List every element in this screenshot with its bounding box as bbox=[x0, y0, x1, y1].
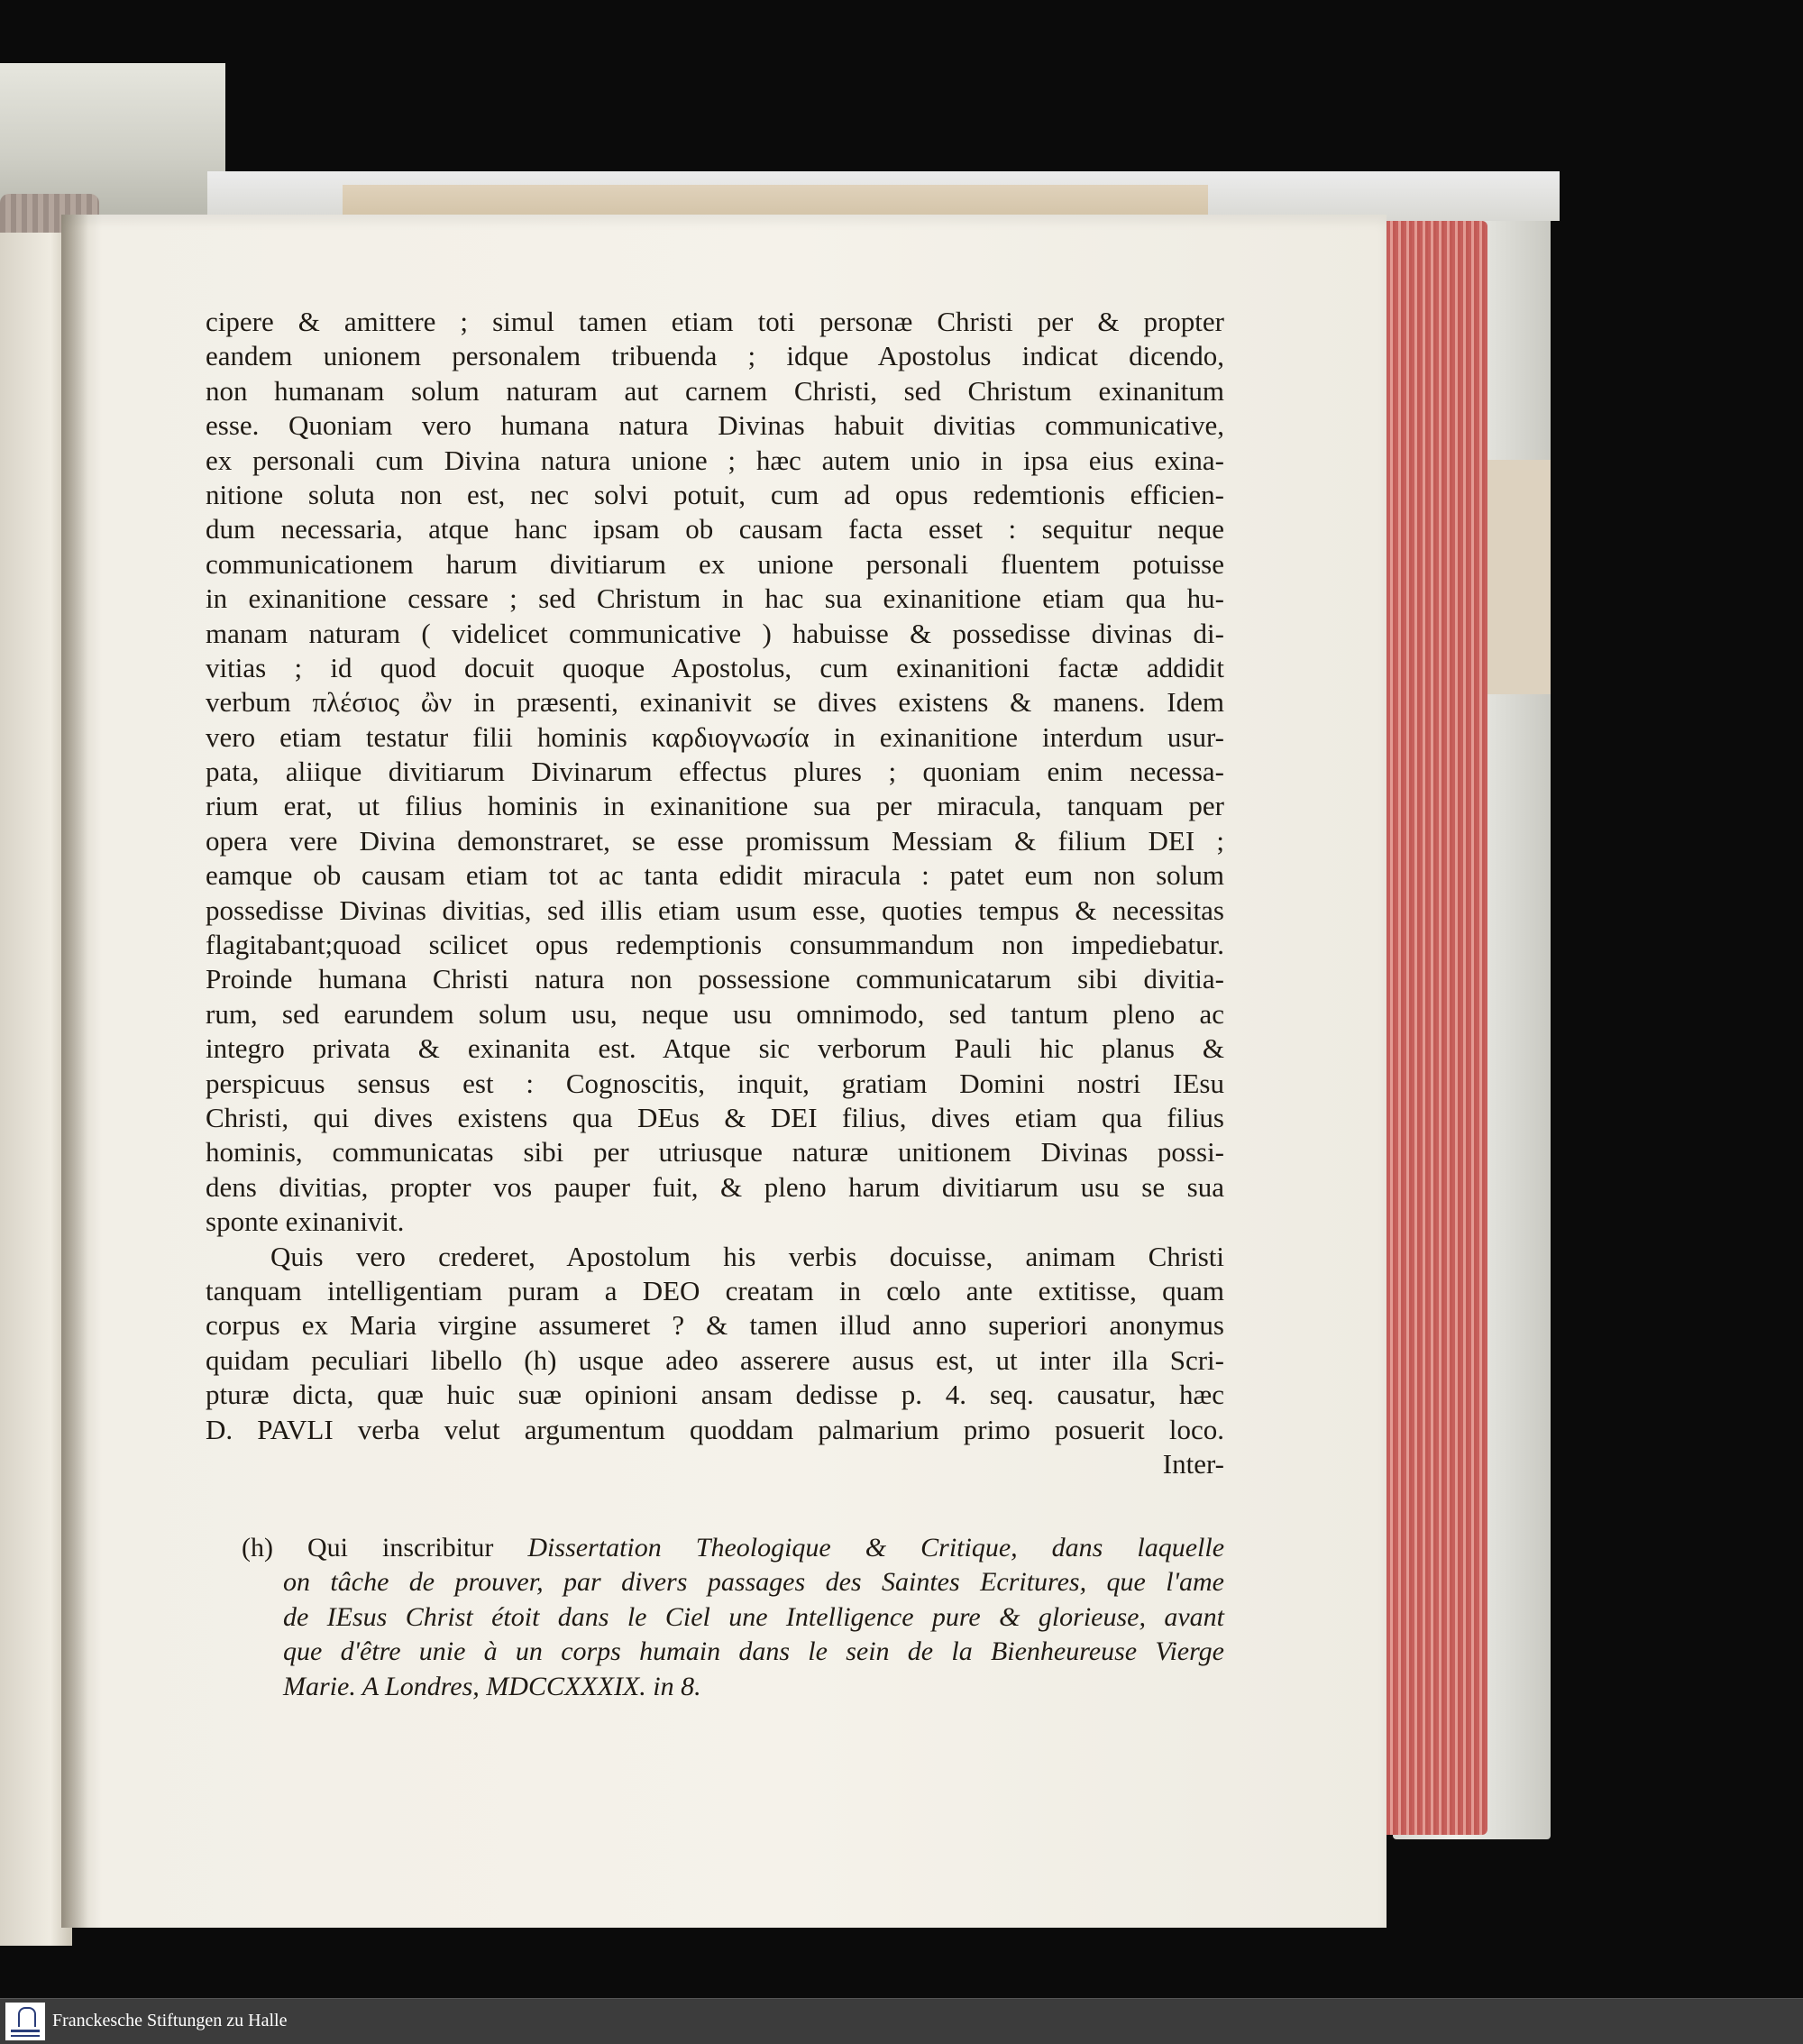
text-line: eamque ob causam etiam tot ac tanta edidit miracula : patet eum non solum bbox=[206, 859, 1224, 892]
institution-logo-icon bbox=[5, 2003, 45, 2040]
catchword: Inter- bbox=[1162, 1447, 1224, 1480]
text-line: Proinde humana Christi natura non possessione communicatarum sibi divitia- bbox=[206, 963, 1224, 995]
footnote-line: Marie. A Londres, MDCCXXXIX. in 8. bbox=[283, 1671, 701, 1701]
institution-name: Franckesche Stiftungen zu Halle bbox=[52, 2011, 288, 2030]
text-line: rium erat, ut filius hominis in exinanitione sua per miracula, tanquam per bbox=[206, 790, 1224, 822]
main-text-block bbox=[206, 305, 1224, 1481]
footnote-line: que d'être unie à un corps humain dans le sein de la Bienheureuse Vierge bbox=[283, 1636, 1224, 1667]
text-line: corpus ex Maria virgine assumeret ? & tamen illud anno superiori anonymus bbox=[206, 1309, 1224, 1342]
footnote-line: de IEsus Christ étoit dans le Ciel une Intelligence pure & glorieuse, avant bbox=[283, 1601, 1224, 1632]
text-line: tanquam intelligentiam puram a DEO creatam in cœlo ante extitisse, quam bbox=[206, 1274, 1224, 1306]
viewer-footer bbox=[0, 1998, 1803, 2044]
text-line: ex personali cum Divina natura unione ; hæc autem unio in ipsa eius exina- bbox=[206, 444, 1224, 476]
text-line: D. PAVLI verba velut argumentum quoddam palmarium primo posuerit loco. bbox=[206, 1413, 1224, 1445]
footnote-line bbox=[242, 1531, 1224, 1565]
text-line: manam naturam ( videlicet communicative ) habuisse & possedisse divinas di- bbox=[206, 617, 1224, 649]
text-line: non humanam solum naturam aut carnem Christi, sed Christum exinanitum bbox=[206, 374, 1224, 407]
text-line: in exinanitione cessare ; sed Christum in hac sua exinanitione etiam qua hu- bbox=[206, 582, 1224, 615]
text-line: integro privata & exinanita est. Atque sic verborum Pauli hic planus & bbox=[206, 1032, 1224, 1065]
paragraph-start-line: Quis vero crederet, Apostolum his verbis docuisse, animam Christi bbox=[270, 1240, 1224, 1272]
text-line: rum, sed earundem solum usu, neque usu omnimodo, sed tantum pleno ac bbox=[206, 997, 1224, 1030]
text-line: quidam peculiari libello (h) usque adeo asserere ausus est, ut inter illa Scri- bbox=[206, 1343, 1224, 1376]
page-edges-red bbox=[1379, 221, 1487, 1835]
text-line: pturæ dicta, quæ huic suæ opinioni ansam dedisse p. 4. seq. causatur, hæc bbox=[206, 1379, 1224, 1411]
text-line: nitione soluta non est, nec solvi potuit, cum ad opus redemtionis efficien- bbox=[206, 478, 1224, 510]
text-line: flagitabant;quoad scilicet opus redemptionis consummandum non impediebatur. bbox=[206, 929, 1224, 961]
text-line: vero etiam testatur filii hominis καρδιογνωσία in exinanitione interdum usur- bbox=[206, 720, 1224, 753]
text-line: pata, aliique divitiarum Divinarum effectus plures ; quoniam enim necessa- bbox=[206, 756, 1224, 788]
text-line: opera vere Divina demonstraret, se esse promissum Messiam & filium DEI ; bbox=[206, 824, 1224, 857]
text-line: sponte exinanivit. bbox=[206, 1205, 405, 1238]
text-line: dens divitias, propter vos pauper fuit, & pleno harum divitiarum usu se sua bbox=[206, 1170, 1224, 1203]
gutter-shadow bbox=[61, 215, 88, 1928]
text-line: esse. Quoniam vero humana natura Divinas habuit divitias communicative, bbox=[206, 409, 1224, 442]
footnote-title: Dissertation Theologique & Critique, dans laquelle bbox=[527, 1533, 1225, 1563]
footnote-block bbox=[242, 1531, 1224, 1704]
text-line: hominis, communicatas sibi per utriusque naturæ unitionem Divinas possi- bbox=[206, 1136, 1224, 1169]
footnote-marker: (h) Qui inscribitur bbox=[242, 1533, 494, 1563]
footnote-line: on tâche de prouver, par divers passages des Saintes Ecritures, que l'ame bbox=[283, 1567, 1224, 1598]
text-line: possedisse Divinas divitias, sed illis etiam usum esse, quoties tempus & necessitas bbox=[206, 894, 1224, 926]
text-line: perspicuus sensus est : Cognoscitis, inquit, gratiam Domini nostri IEsu bbox=[206, 1067, 1224, 1099]
text-line: Christi, qui dives existens qua DEus & DEI filius, dives etiam qua filius bbox=[206, 1101, 1224, 1133]
text-line: communicationem harum divitiarum ex unione personali fluentem potuisse bbox=[206, 547, 1224, 580]
text-line: verbum πλέσιος ὢν in præsenti, exinanivit se dives existens & manens. Idem bbox=[206, 686, 1224, 719]
text-line: cipere & amittere ; simul tamen etiam toti personæ Christi per & propter bbox=[206, 306, 1224, 337]
text-line: eandem unionem personalem tribuenda ; idque Apostolus indicat dicendo, bbox=[206, 340, 1224, 372]
text-line: dum necessaria, atque hanc ipsam ob causam facta esset : sequitur neque bbox=[206, 513, 1224, 545]
text-line: vitias ; id quod docuit quoque Apostolus, cum exinanitioni factæ addidit bbox=[206, 651, 1224, 683]
